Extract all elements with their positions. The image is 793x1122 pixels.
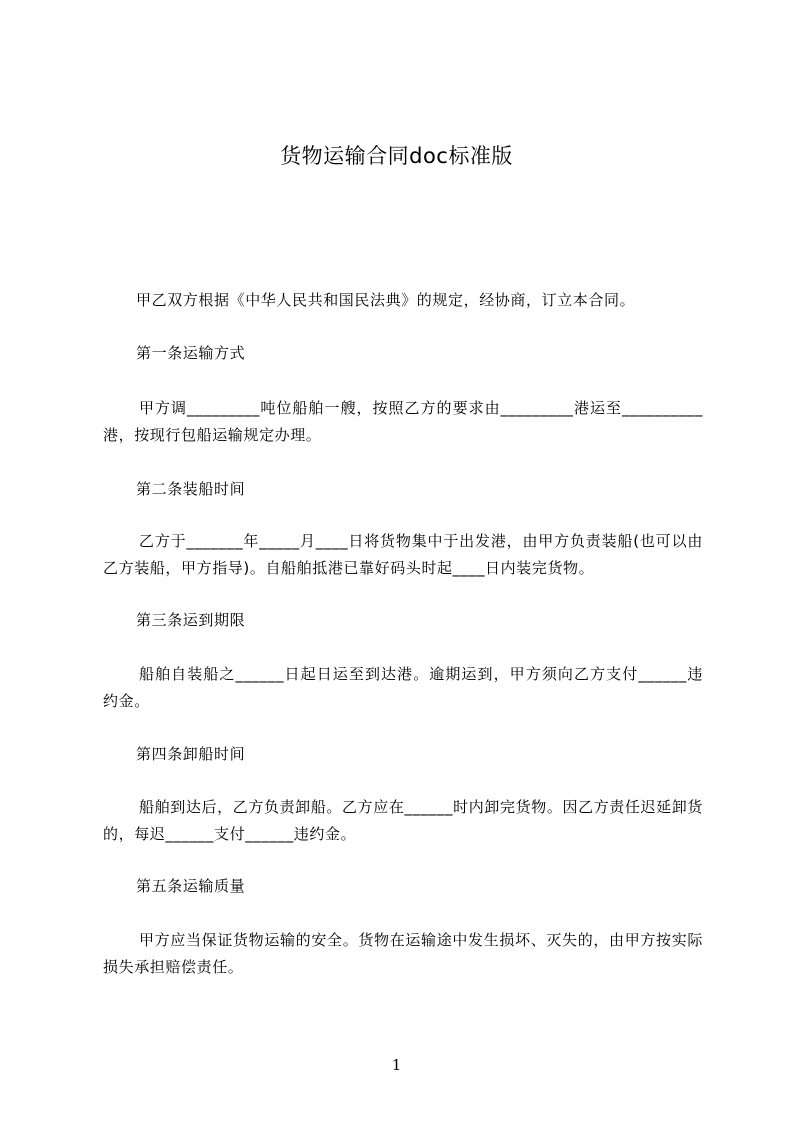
section-text-3: 船舶自装船之______日起日运至到达港。逾期运到，甲方须向乙方支付______违约金。	[103, 665, 703, 710]
section-heading-5: 第五条运输质量	[136, 877, 246, 895]
section-text-1: 甲方调_________吨位船舶一艘，按照乙方的要求由_________港运至__________港，按现行包船运输规定办理。	[103, 399, 703, 444]
section-text-5: 甲方应当保证货物运输的安全。货物在运输途中发生损坏、灭失的，由甲方按实际损失承担赔偿责任。	[103, 931, 703, 976]
section-heading-2: 第二条装船时间	[136, 480, 246, 498]
section-heading-4: 第四条卸船时间	[136, 745, 246, 763]
document-title: 货物运输合同doc标准版	[280, 144, 513, 168]
section-heading-3: 第三条运到期限	[136, 611, 246, 629]
page-number: 1	[391, 1056, 402, 1074]
intro-paragraph: 甲乙双方根据《中华人民共和国民法典》的规定，经协商，订立本合同。	[136, 291, 636, 309]
section-text-4: 船舶到达后，乙方负责卸船。乙方应在______时内卸完货物。因乙方责任迟延卸货的，每迟______支付______违约金。	[103, 798, 703, 843]
section-text-2: 乙方于_______年_____月____日将货物集中于出发港，由甲方负责装船(也可以由乙方装船，甲方指导)。自船舶抵港已靠好码头时起____日内装完货物。	[103, 532, 703, 577]
section-heading-1: 第一条运输方式	[136, 344, 246, 362]
